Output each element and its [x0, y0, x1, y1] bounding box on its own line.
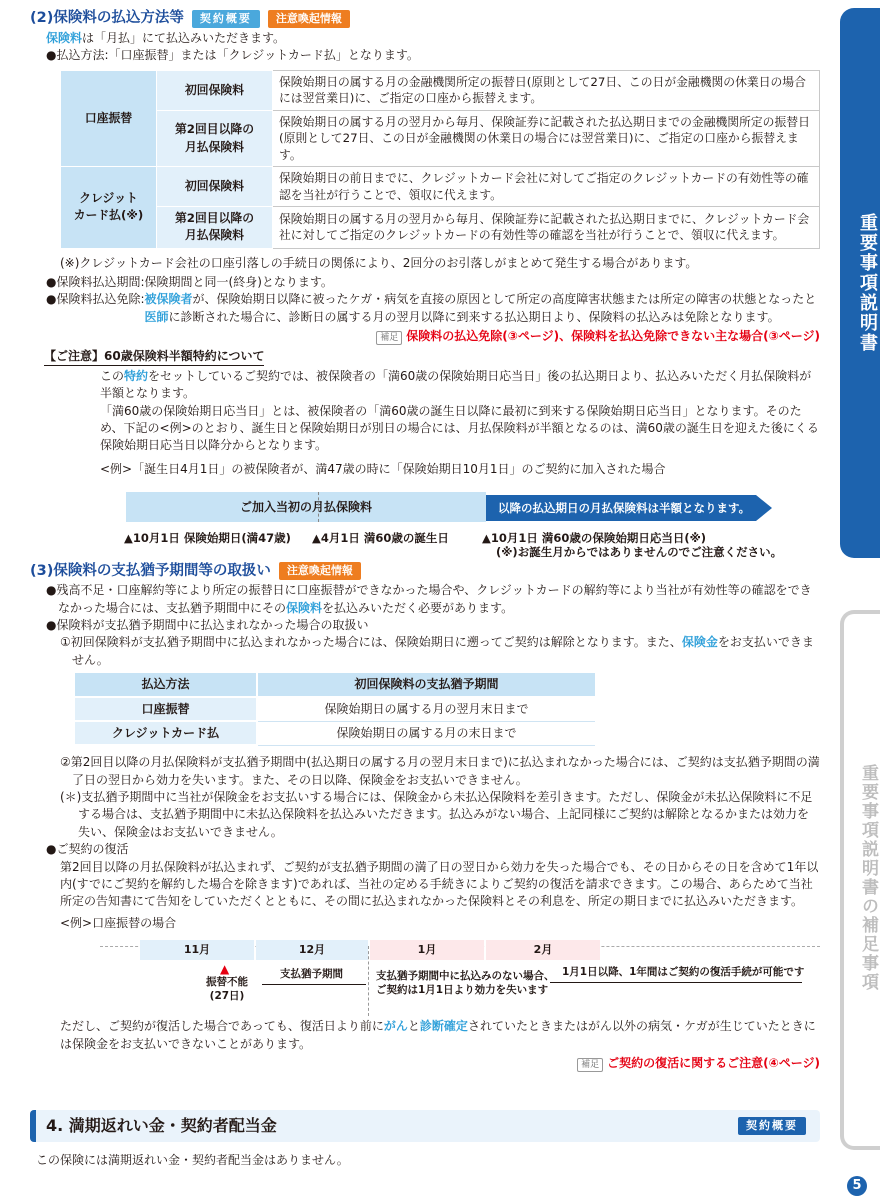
premium-exemption: ●保険料払込免除: 被保険者が、保険始期日以降に被ったケガ・病気を直接の原因として所定の高度障害状態または所定の障害の状態となったと医師に診断された場合に、診断日の属する月の翌月以降に到来する払込期日より、保険料の払込みは免除となります。 [46, 292, 817, 324]
month-feb: 2月 [486, 940, 600, 960]
note-title: 【ご注意】60歳保険料半額特約について [44, 348, 264, 366]
supplement-icon: 補足 [376, 331, 402, 345]
transfer-failed-label: 振替不能 (27日) [206, 976, 248, 1002]
grace-arrow-line [262, 984, 366, 985]
revival-paragraph: 第2回目以降の月払保険料が払込まれず、ご契約が支払猶予期間の満了日の翌日から効力を失った場合でも、その日からその日を含めて1年以内(すでにご契約を解約した場合を除きます)であれば、当社の定める手続きによりご契約の復活を請求できます。この場合、あらためて当社所定の告知書にて告知をしていただくとともに、その間に払込まれなかった保険料とその利息を、所定の期日までに払込みいただきます。 [60, 859, 819, 909]
credit-first-label: 初回保険料 [157, 167, 273, 207]
month-nov: 11月 [140, 940, 254, 960]
page-number: 5 [847, 1176, 867, 1196]
keyword-benefit[interactable]: 保険金 [681, 635, 718, 650]
grace-paragraph-1: ●残高不足・口座解約等により所定の振替日に口座振替ができなかった場合や、クレジットカードの解約等により当社が有効性等の確認をできなかった場合には、支払猶予期間中にその保険料を払込みいただく必要があります。 [46, 583, 812, 615]
section-4-title: 4. 満期返れい金・契約者配当金 [46, 1116, 277, 1136]
lapse-label: 支払猶予期間中に払込みのない場合、 ご契約は1月1日より効力を失います [376, 970, 555, 996]
revival-arrow-line [550, 982, 802, 983]
credit-second-label: 第2回目以降の 月払保険料 [157, 207, 273, 248]
timeline-label-birthday: ▲4月1日 満60歳の誕生日 [312, 531, 449, 546]
keyword-premium-2[interactable]: 保険料 [286, 600, 323, 615]
payment-period: ●保険料払込期間:保険期間と同一(終身)となります。 [46, 274, 333, 289]
section-2-title: (2)保険料の払込方法等 [30, 10, 184, 27]
revival-example: <例>口座振替の場合 [60, 915, 177, 930]
grace-table-header-method: 払込方法 [75, 673, 257, 697]
section-4-text: この保険には満期返れい金・契約者配当金はありません。 [36, 1153, 349, 1167]
section-2-heading [30, 8, 820, 30]
revival-timeline [30, 938, 820, 1018]
section-3-heading [30, 560, 820, 582]
grace-table-credit: クレジットカード払 [75, 721, 257, 745]
timeline-initial-premium: ご加入当初の月払保険料 [126, 492, 486, 522]
credit-first-text: 保険始期日の前日までに、クレジットカード会社に対してご指定のクレジットカードの有効性等の確認を当社が行うことで、領収に代えます。 [273, 167, 820, 207]
supplement-icon-2: 補足 [577, 1058, 603, 1072]
keyword-insured[interactable]: 被保険者 [144, 292, 193, 307]
note-example: <例>「誕生日4月1日」の被保険者が、満47歳の時に「保険始期日10月1日」のご契約に加入された場合 [100, 461, 666, 476]
half-premium-timeline [30, 484, 820, 560]
section-4-heading [30, 1110, 820, 1142]
grace-paragraph-3: ①初回保険料が支払猶予期間中に払込まれなかった場合には、保険始期日に遡ってご契約は解除となります。また、保険金をお支払いできません。 [60, 635, 814, 667]
timeline-label-note: (※)お誕生月からではありませんのでご注意ください。 [496, 545, 783, 560]
keyword-premium[interactable]: 保険料 [46, 31, 83, 45]
month-dec: 12月 [256, 940, 368, 960]
grace-table-koza: 口座振替 [75, 697, 257, 721]
timeline-label-start: ▲10月1日 保険始期日(満47歳) [124, 531, 291, 546]
grace-paragraph-4: ②第2回目以降の月払保険料が支払猶予期間中(払込期日の属する月の翌月末日まで)に払込まれなかった場合には、ご契約は支払猶予期間の満了日の翌日から効力を失います。また、その日以降、保険金をお支払いできません。 [60, 755, 820, 787]
koza-label: 口座振替 [61, 70, 157, 167]
caution-info-badge-2: 注意喚起情報 [279, 562, 361, 580]
timeline-label-anniversary: ▲10月1日 満60歳の保険始期日応当日(※) [482, 531, 707, 546]
arrow-right-icon [756, 495, 772, 521]
grace-paragraph-5: (＊)支払猶予期間中に当社が保険金をお支払いする場合には、保険金から未払込保険料を差引きます。ただし、保険金が未払込保険料に不足する場合は、支払猶予期間中に未払込保険料を払込みいただきます。払込みがない場合、上記同様にご契約は解除となるかまたは効力を失い、保険金はお支払いできません。 [60, 790, 813, 839]
timeline-half-premium: 以降の払込期日の月払保険料は半額となります。 [486, 495, 756, 521]
supplement-ref-exemption[interactable]: 補足 保険料の払込免除(③ページ)、保険料を払込免除できない主な場合(③ページ) [30, 328, 820, 345]
keyword-rider[interactable]: 特約 [124, 368, 149, 383]
tab-important-matters-label: 重要事項説明書 [857, 213, 878, 353]
payment-method-table [60, 70, 820, 249]
revival-possible-label: 1月1日以降、1年間はご契約の復活手続が可能です [562, 966, 805, 979]
tab-important-matters[interactable] [840, 8, 880, 558]
keyword-diagnosis[interactable]: 診断確定 [419, 1019, 468, 1034]
month-jan: 1月 [370, 940, 484, 960]
koza-first-text: 保険始期日の属する月の金融機関所定の振替日(原則として27日、この日が金融機関の休業日の場合には翌営業日)に、ご指定の口座から振替えます。 [273, 70, 820, 110]
sec2-intro: 保険料は「月払」にて払込みいただきます。 [46, 31, 286, 45]
sec2-method: ●払込方法:「口座振替」または「クレジットカード払」となります。 [46, 48, 419, 63]
keyword-doctor[interactable]: 医師 [144, 309, 169, 324]
grace-table-credit-period: 保険始期日の属する月の末日まで [257, 721, 595, 745]
caution-info-badge: 注意喚起情報 [268, 10, 350, 28]
grace-table-header-period: 初回保険料の支払猶予期間 [257, 673, 595, 697]
grace-paragraph-2: ●保険料が支払猶予期間中に払込まれなかった場合の取扱い [46, 618, 369, 633]
supplement-ref-revival[interactable]: 補足 ご契約の復活に関するご注意(④ページ) [30, 1055, 820, 1072]
credit-note: (※)クレジットカード会社の口座引落しの手続日の関係により、2回分のお引落しがまとめて発生する場合があります。 [60, 255, 698, 270]
main-content [30, 8, 820, 1072]
revival-heading: ●ご契約の復活 [46, 842, 129, 857]
note-paragraph-2: 「満60歳の保険始期日応当日」とは、被保険者の「満60歳の誕生日以降に最初に到来する保険始期日応当日」となります。そのため、下記の<例>のとおり、誕生日と保険始期日が別日の場合には、月払保険料が半額となるのは、満60歳の誕生日を迎えた後にくる保険始期日応当日以降分からとなります。 [100, 403, 819, 453]
credit-second-text: 保険始期日の属する月の翌月から毎月、保険証券に記載された払込期日までに、クレジットカード会社に対してご指定のクレジットカードの有効性等の確認を当社が行うことで、領収に代えます。 [273, 207, 820, 248]
tab-supplementary-matters[interactable] [840, 610, 880, 1150]
timeline-birthday-marker [318, 492, 319, 522]
note-paragraph-1: この特約をセットしているご契約では、被保険者の「満60歳の保険始期日応当日」後の払込期日より、払込みいただく月払保険料が半額となります。 [100, 368, 812, 401]
grace-period-table [75, 673, 595, 746]
contract-summary-badge-2: 契約概要 [738, 1117, 806, 1135]
tab-supplementary-matters-label: 重要事項説明書の補足事項 [858, 764, 878, 992]
timeline-lapse-marker [368, 946, 369, 1016]
revival-caution: ただし、ご契約が復活した場合であっても、復活日より前にがんと診断確定されていたときまたはがん以外の病気・ケガが生じていたときには保険金をお支払いできないことがあります。 [60, 1019, 816, 1051]
koza-second-label: 第2回目以降の 月払保険料 [157, 110, 273, 167]
koza-second-text: 保険始期日の属する月の翌月から毎月、保険証券に記載された払込期日までの金融機関所定の振替日(原則として27日、この日が金融機関の休業日の場合には翌営業日)に、ご指定の口座から振替えます。 [273, 110, 820, 167]
koza-first-label: 初回保険料 [157, 70, 273, 110]
warning-triangle-icon: ▲ [220, 962, 230, 977]
grace-period-label: 支払猶予期間 [280, 968, 343, 981]
section-3-title: (3)保険料の支払猶予期間等の取扱い [30, 562, 271, 579]
credit-label: クレジット カード払(※) [61, 167, 157, 248]
grace-table-koza-period: 保険始期日の属する月の翌月末日まで [257, 697, 595, 721]
keyword-cancer[interactable]: がん [383, 1019, 408, 1034]
contract-summary-badge: 契約概要 [192, 10, 260, 28]
